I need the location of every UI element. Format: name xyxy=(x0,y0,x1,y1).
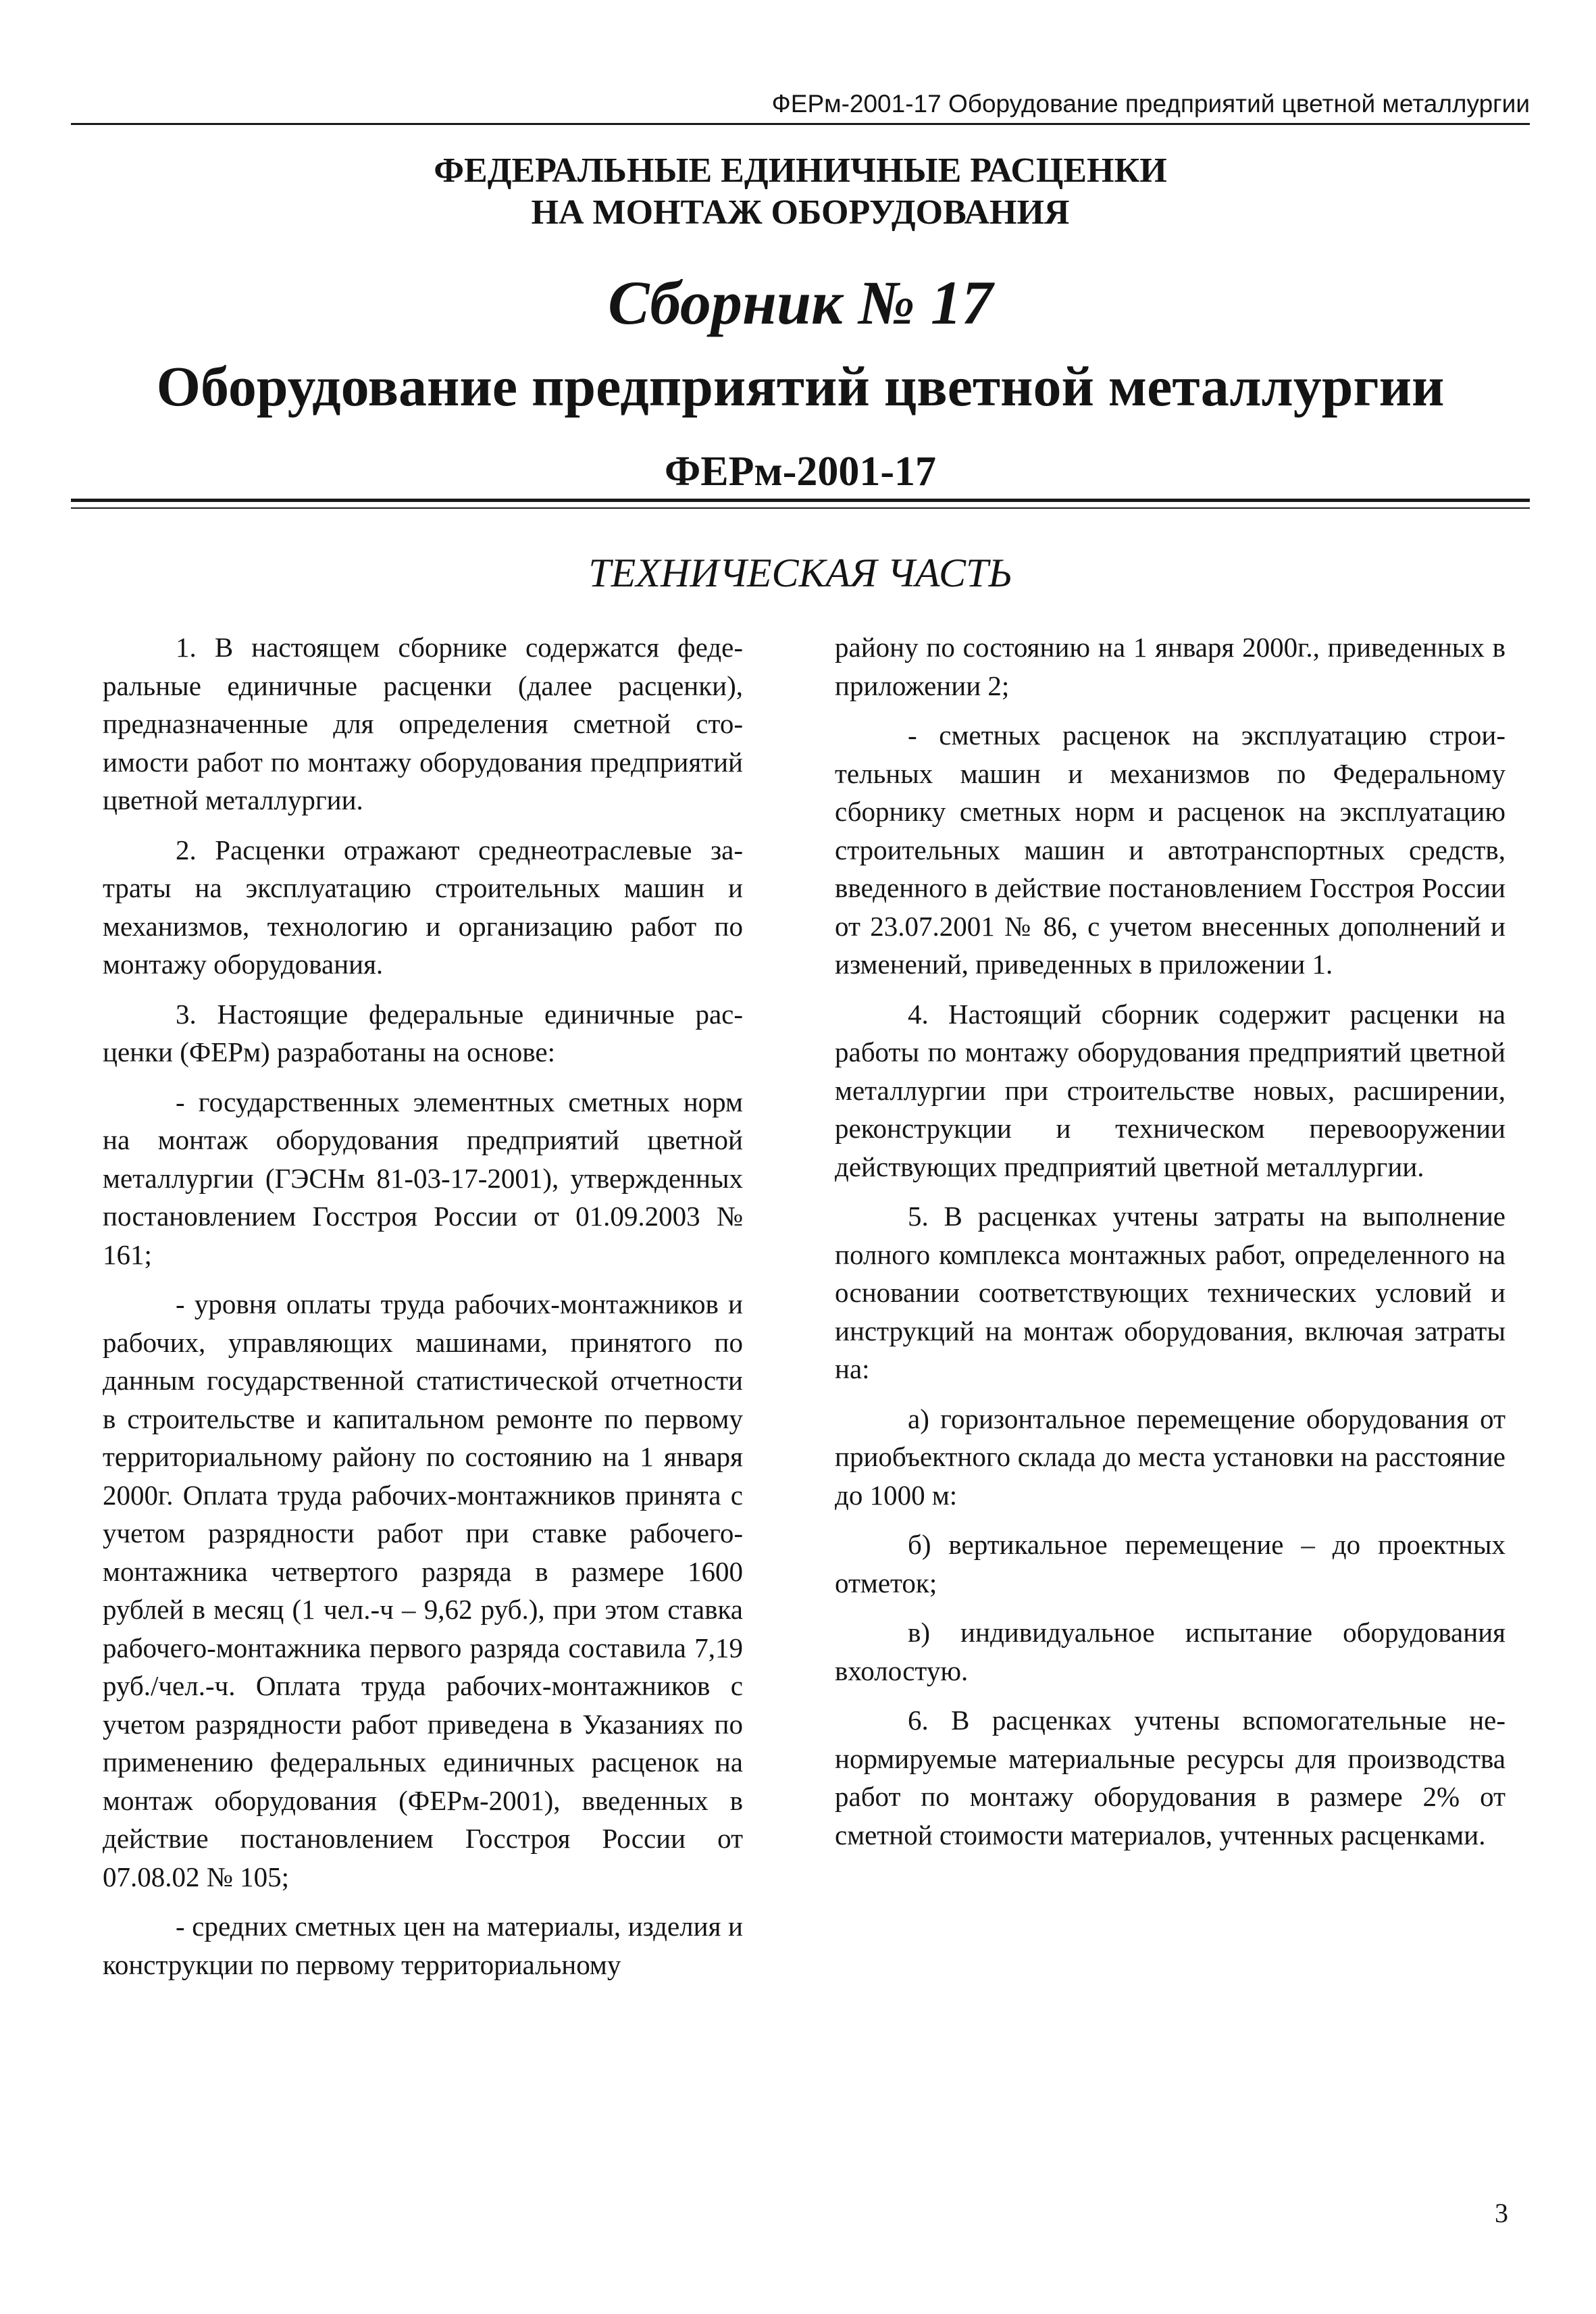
paragraph-5: 5. В расценках учтены затраты на выполнение полного комплекса монтажных работ, определенного на основании соответствующих технических условий и инструкций на монтаж оборудования, включая затраты на: xyxy=(835,1201,1505,1384)
paragraph-5-item-c: в) индивидуальное испытание оборудования вхолостую. xyxy=(835,1617,1505,1686)
paragraph-6: 6. В расценках учтены вспомогательные ненормируемые материальные ресурсы для производства работ по монтажу оборудования в размере 2% от сметной стоимости материалов, учтенных расценками. xyxy=(835,1705,1505,1851)
collection-title: Оборудование предприятий цветной металлургии xyxy=(156,355,1445,418)
paragraph-2: 2. Расценки отражают среднеотраслевые затраты на эксплуатацию строительных машин и механизмов, технологию и организацию работ по монтажу оборудования. xyxy=(103,834,743,980)
paragraph-5-item-a: а) горизонтальное перемещение оборудования от приобъектного склада до места установки на расстояние до 1000 м: xyxy=(835,1403,1505,1511)
right-column xyxy=(835,628,1505,1865)
main-heading xyxy=(71,150,1530,234)
paragraph-3-item-2: - уровня оплаты труда рабочих-монтажников и рабочих, управляющих машинами, принятого по данным государственной статистической отчетности в строительстве и капитальном ремонте по первому территориальному району по состоянию на 1 января 2000г. Оплата труда рабочих-монтажников принята с учетом разрядности работ при ставке рабочего-монтажника четвертого разряда в размере 1600 рублей в месяц (1 чел.-ч – 9,62 руб.), при этом ставка рабочего-монтажника первого разряда составила 7,19 руб./чел.-ч. Оплата труда рабочих-монтажников с учетом разрядности работ приведена в Указаниях по применению федеральных единичных расценок на монтаж оборудования (ФЕРм-2001), введенных в действие постановлением Госстроя России от 07.08.02 № 105; xyxy=(103,1288,743,1892)
header-rule xyxy=(71,123,1530,125)
main-heading-line-2: НА МОНТАЖ ОБОРУДОВАНИЯ xyxy=(531,193,1070,232)
paragraph-3-item-4: - сметных расценок на эксплуатацию строительных машин и механизмов по Федеральному сборнику сметных норм и расценок на эксплуатацию строительных машин и автотранспортных средств, введенного в действие постановлением Госстроя России от 23.07.2001 № 86, с учетом внесенных дополнений и изменений, приведенных в приложении 1. xyxy=(835,720,1505,980)
collection-number: Сборник № 17 xyxy=(608,268,993,337)
paragraph-3-item-3: - средних сметных цен на материалы, изделия и конструкции по первому территориальному xyxy=(103,1911,743,1980)
title-double-rule xyxy=(71,499,1530,509)
paragraph-1: 1. В настоящем сборнике содержатся федеральные единичные расценки (далее расценки), предназначенные для определения сметной стоимости работ по монтажу оборудования предприятий цветной металлургии. xyxy=(103,632,743,815)
paragraph-3: 3. Настоящие федеральные единичные расценки (ФЕРм) разработаны на основе: xyxy=(103,998,743,1067)
document-code: ФЕРм-2001-17 xyxy=(664,449,936,495)
paragraph-4: 4. Настоящий сборник содержит расценки на работы по монтажу оборудования предприятий цветной металлургии при строительстве новых, расширении, реконструкции и техническом перевооружении действующих предприятий цветной металлургии. xyxy=(835,998,1505,1182)
running-header: ФЕРм-2001-17 Оборудование предприятий цветной металлургии xyxy=(771,90,1530,118)
section-title: ТЕХНИЧЕСКАЯ ЧАСТЬ xyxy=(588,551,1012,595)
left-column xyxy=(103,628,743,1995)
paragraph-5-item-b: б) вертикальное перемещение – до проектных отметок; xyxy=(835,1529,1505,1599)
paragraph-3-item-3-continuation: району по состоянию на 1 января 2000г., приведенных в приложении 2; xyxy=(835,632,1505,701)
page-number: 3 xyxy=(1495,2198,1508,2228)
main-heading-line-1: ФЕДЕРАЛЬНЫЕ ЕДИНИЧНЫЕ РАСЦЕНКИ xyxy=(434,151,1167,190)
paragraph-3-item-1: - государственных элементных сметных норм на монтаж оборудования предприятий цветной металлургии (ГЭСНм 81-03-17-2001), утвержденных постановлением Госстроя России от 01.09.2003 № 161; xyxy=(103,1086,743,1270)
